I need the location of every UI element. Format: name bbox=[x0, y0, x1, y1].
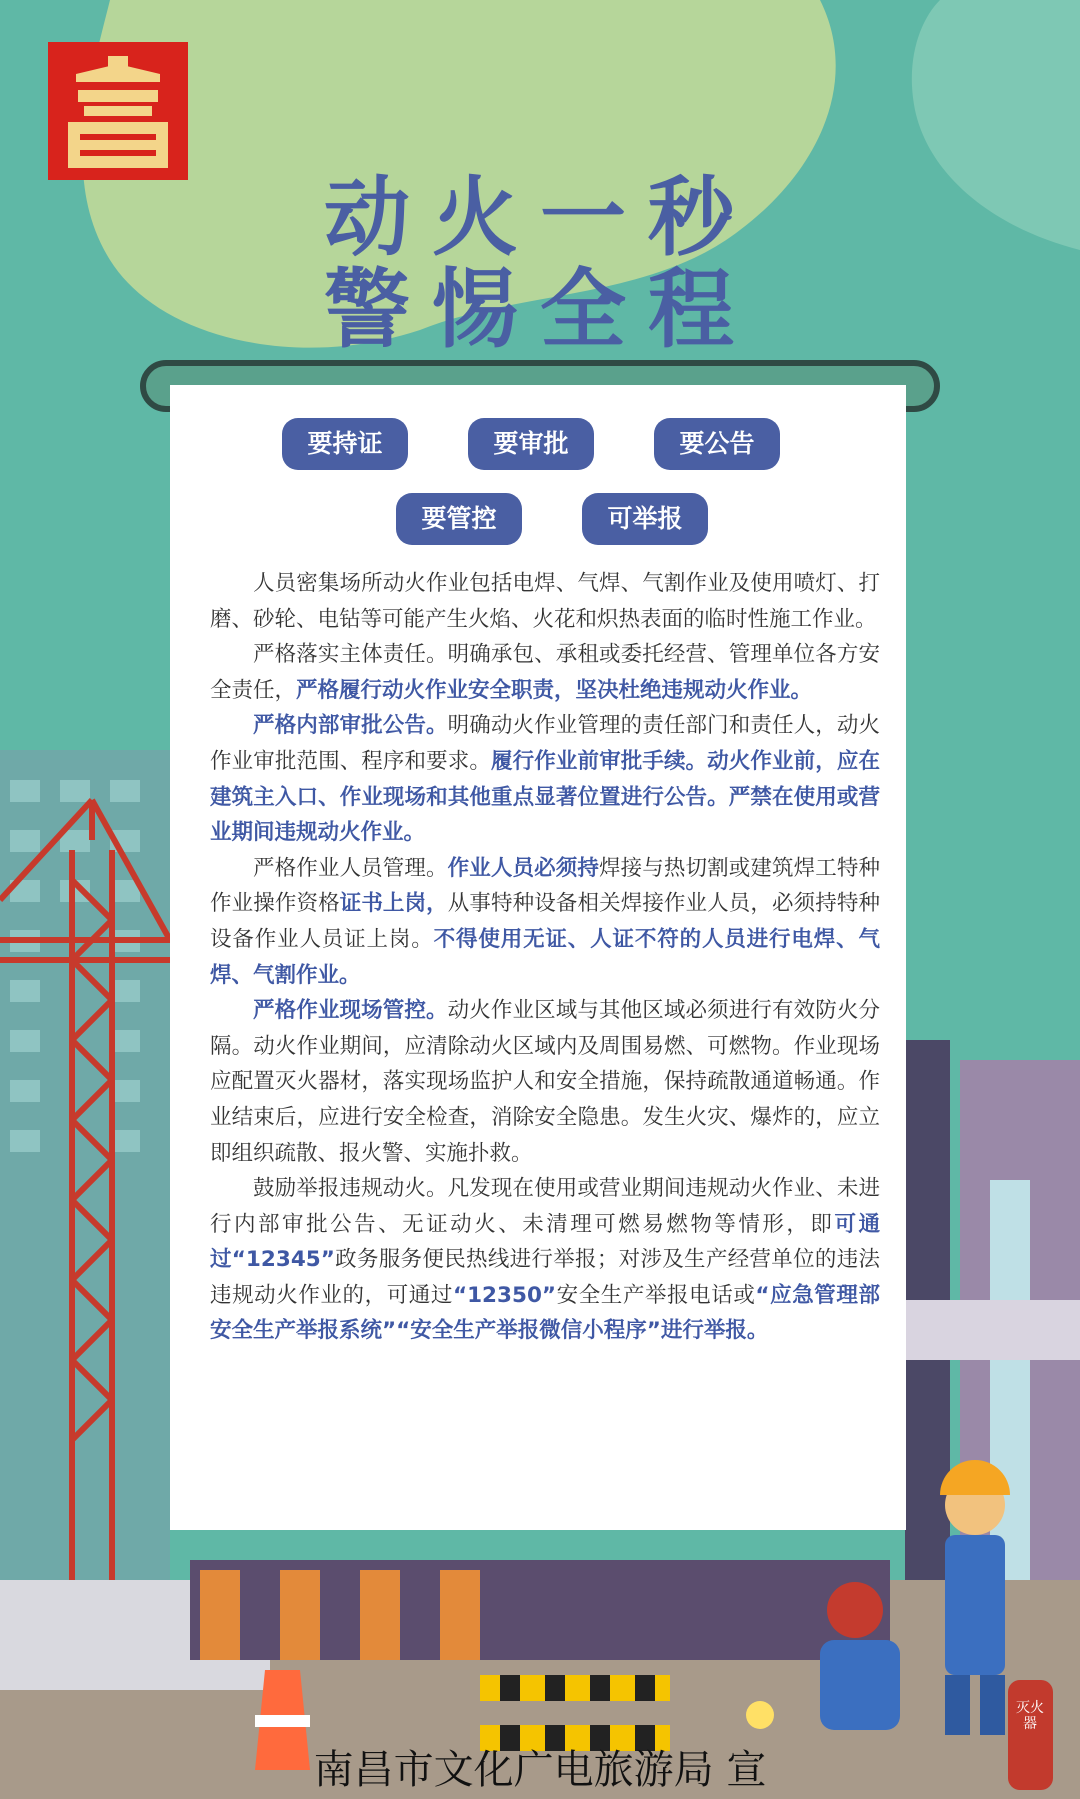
notice-body bbox=[210, 566, 880, 1349]
highlight-text: 作业人员必须持 bbox=[447, 855, 599, 881]
body-text: 人员密集场所动火作业包括电焊、气焊、气割作业及使用喷灯、打磨、砂轮、电钻等可能产生火焰、火花和炽热表面的临时性施工作业。 bbox=[210, 571, 880, 632]
highlight-text: 严格作业现场管控。 bbox=[253, 998, 448, 1024]
paragraph-5 bbox=[210, 993, 880, 1171]
badge-announcement: 要公告 bbox=[654, 418, 780, 470]
highlight-text: 严格内部审批公告。 bbox=[253, 713, 448, 739]
highlight-text: “应急管理部安全生产举报系统”“安全生产举报微信小程序”进行举报。 bbox=[210, 1282, 880, 1344]
highlight-text: “12350” bbox=[452, 1282, 557, 1308]
publisher-footer: 南昌市文化广电旅游局 宣 bbox=[313, 1747, 767, 1793]
body-text: 安全生产举报电话或 bbox=[556, 1282, 756, 1308]
body-text: 严格作业人员管理。 bbox=[253, 855, 448, 881]
body-text: 明确动火作业管理的责任部门和责任人，动火作业审批范围、程序和要求。 bbox=[210, 713, 880, 774]
paragraph-4 bbox=[210, 851, 880, 993]
highlight-text: 严格履行动火作业安全职责，坚决杜绝违规动火作业。 bbox=[296, 677, 813, 703]
highlight-text: 证书上岗， bbox=[339, 891, 448, 917]
paragraph-1 bbox=[210, 566, 880, 637]
body-text: 严格落实主体责任。明确承包、承租或委托经营、管理单位各方安全责任， bbox=[210, 642, 880, 703]
paragraph-6 bbox=[210, 1171, 880, 1349]
badge-control: 要管控 bbox=[396, 493, 522, 545]
body-text: 焊接与热切割或建筑焊工特种作业操作资格 bbox=[210, 855, 880, 917]
highlight-text: 可通过“12345” bbox=[210, 1211, 880, 1273]
body-text: 动火作业区域与其他区域必须进行有效防火分隔。动火作业期间，应清除动火区域内及周围易燃、可燃物。作业现场应配置灭火器材，落实现场监护人和安全措施，保持疏散通道畅通。作业结束后，应进行安全检查，消除安全隐患。发生火灾、爆炸的，应立即组织疏散、报火警、实施扑救。 bbox=[210, 998, 880, 1166]
highlight-text: 不得使用无证、人证不符的人员进行电焊、气焊、气割作业。 bbox=[210, 926, 880, 988]
badge-report: 可举报 bbox=[582, 493, 708, 545]
badge-certificate: 要持证 bbox=[282, 418, 408, 470]
paragraph-3 bbox=[210, 708, 880, 850]
title-line-2: 警惕全程 bbox=[324, 260, 756, 360]
body-text: 政务服务便民热线进行举报；对涉及生产经营单位的违法违规动火作业的，可通过 bbox=[210, 1247, 880, 1308]
body-text: 鼓励举报违规动火。凡发现在使用或营业期间违规动火作业、未进行内部审批公告、无证动火、未清理可燃易燃物等情形，即 bbox=[210, 1176, 880, 1237]
title-line-1: 动火一秒 bbox=[324, 168, 756, 268]
badge-approval: 要审批 bbox=[468, 418, 594, 470]
paragraph-2 bbox=[210, 637, 880, 708]
body-text: 从事特种设备相关焊接作业人员，必须持特种设备作业人员证上岗。 bbox=[210, 891, 880, 952]
highlight-text: 履行作业前审批手续。动火作业前，应在建筑主入口、作业现场和其他重点显著位置进行公告。严禁在使用或营业期间违规动火作业。 bbox=[210, 748, 880, 846]
fire-extinguisher-label: 灭火器 bbox=[1016, 1700, 1044, 1732]
